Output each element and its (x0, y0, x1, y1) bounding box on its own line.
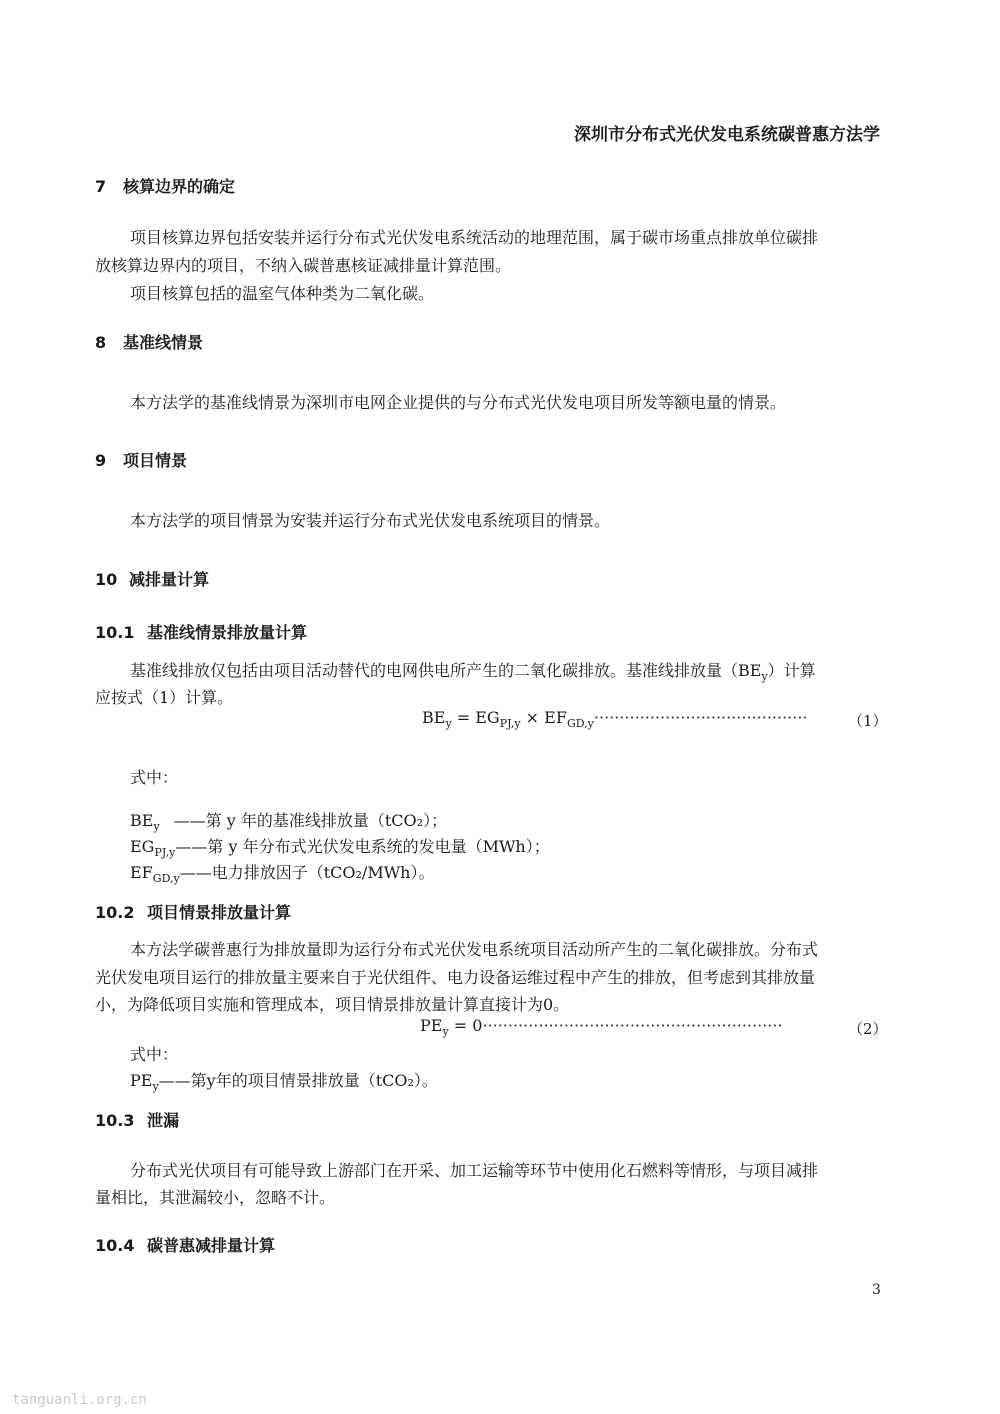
section-number: 10 (95, 570, 118, 589)
equation-2 (420, 1016, 783, 1038)
section-title: 减排量计算 (129, 570, 210, 589)
section-heading-10 (95, 567, 209, 590)
leader-dots: ·········································· (593, 708, 808, 727)
paragraph-line: 项目核算边界包括安装并运行分布式光伏发电系统活动的地理范围，属于碳市场重点排放单位碳排 (130, 228, 819, 247)
text-run: ）计算 (767, 661, 816, 680)
paragraph-line (130, 658, 816, 683)
section-title: 基准线情景 (123, 333, 204, 352)
variable-symbol: BE (130, 811, 154, 830)
section-title: 核算边界的确定 (123, 177, 236, 196)
paragraph-line: 本方法学的基准线情景为深圳市电网企业提供的与分布式光伏发电项目所发等额电量的情景。 (130, 393, 787, 412)
variable-symbol: PE (130, 1071, 153, 1090)
section-title: 项目情景排放量计算 (147, 903, 292, 922)
variable-definition (130, 860, 434, 885)
equation-number: （2） (848, 1020, 888, 1038)
subscript: y (152, 1080, 159, 1094)
leader-dots: ··························································· (482, 1016, 783, 1035)
page-number: 3 (872, 1282, 881, 1298)
variable-symbol: EF (130, 863, 153, 882)
section-heading-10-3 (95, 1108, 179, 1131)
section-number: 10.2 (95, 903, 135, 922)
variable-definition (130, 1068, 438, 1093)
paragraph-line: 放核算边界内的项目，不纳入碳普惠核证减排量计算范围。 (95, 256, 512, 275)
subscript: y (761, 670, 768, 684)
subscript: y (442, 1025, 449, 1039)
paragraph-line: 应按式（1）计算。 (95, 688, 234, 707)
section-heading-7 (95, 174, 235, 197)
section-heading-10-1 (95, 620, 307, 643)
variable-description: ——电力排放因子（tCO₂/MWh）。 (179, 863, 435, 882)
paragraph-line: 量相比，其泄漏较小，忽略不计。 (95, 1188, 336, 1207)
subscript: PJ,y (499, 717, 521, 731)
paragraph-line: 光伏发电项目运行的排放量主要来自于光伏组件、电力设备运维过程中产生的排放，但考虑到其排放量 (95, 968, 816, 987)
symbol-BE: BE (422, 708, 446, 727)
paragraph-line: 分布式光伏项目有可能导致上游部门在开采、加工运输等环节中使用化石燃料等情形，与项目减排 (130, 1161, 819, 1180)
running-header: 深圳市分布式光伏发电系统碳普惠方法学 (574, 125, 880, 145)
section-number: 10.1 (95, 623, 135, 642)
paragraph-line: 本方法学的项目情景为安装并运行分布式光伏发电系统项目的情景。 (130, 511, 611, 530)
section-title: 泄漏 (147, 1111, 180, 1130)
section-number: 9 (95, 451, 107, 470)
section-title: 基准线情景排放量计算 (147, 623, 308, 642)
equation-rhs: = 0 (448, 1016, 483, 1035)
section-heading-8 (95, 330, 203, 353)
variable-symbol: EG (130, 837, 155, 856)
section-heading-10-2 (95, 900, 291, 923)
variable-description: ——第 y 年分布式光伏发电系统的发电量（MWh）； (175, 837, 550, 856)
subscript: y (445, 717, 452, 731)
variable-description: ——第 y 年的基准线排放量（tCO₂）； (173, 811, 448, 830)
subscript: GD,y (566, 717, 594, 731)
section-title: 碳普惠减排量计算 (147, 1236, 276, 1255)
symbol-EF: EF (544, 708, 567, 727)
watermark: tanguanli.org.cn (12, 1392, 147, 1408)
where-label: 式中： (130, 1045, 179, 1064)
text-run: 基准线排放仅包括由项目活动替代的电网供电所产生的二氧化碳排放。基准线排放量（BE (130, 661, 762, 680)
subscript: GD,y (152, 872, 180, 886)
variable-definition (130, 808, 447, 833)
section-number: 10.3 (95, 1111, 135, 1130)
section-heading-10-4 (95, 1233, 275, 1256)
paragraph-line: 小，为降低项目实施和管理成本，项目情景排放量计算直接计为0。 (95, 995, 570, 1014)
paragraph-line: 本方法学碳普惠行为排放量即为运行分布式光伏发电系统项目活动所产生的二氧化碳排放。分布式 (130, 940, 819, 959)
paragraph-line: 项目核算包括的温室气体种类为二氧化碳。 (130, 284, 435, 303)
section-title: 项目情景 (123, 451, 188, 470)
subscript: y (153, 820, 160, 834)
symbol-EG: EG (475, 708, 500, 727)
variable-description: ——第y年的项目情景排放量（tCO₂）。 (158, 1071, 438, 1090)
section-heading-9 (95, 448, 187, 471)
section-number: 7 (95, 177, 107, 196)
subscript: PJ,y (154, 846, 176, 860)
equals-sign: = (451, 708, 476, 727)
section-number: 8 (95, 333, 107, 352)
equation-number: （1） (848, 712, 888, 730)
times-sign: × (520, 708, 545, 727)
equation-1 (422, 708, 808, 730)
symbol-PE: PE (420, 1016, 443, 1035)
section-number: 10.4 (95, 1236, 135, 1255)
where-label: 式中： (130, 768, 179, 787)
variable-definition (130, 834, 550, 859)
